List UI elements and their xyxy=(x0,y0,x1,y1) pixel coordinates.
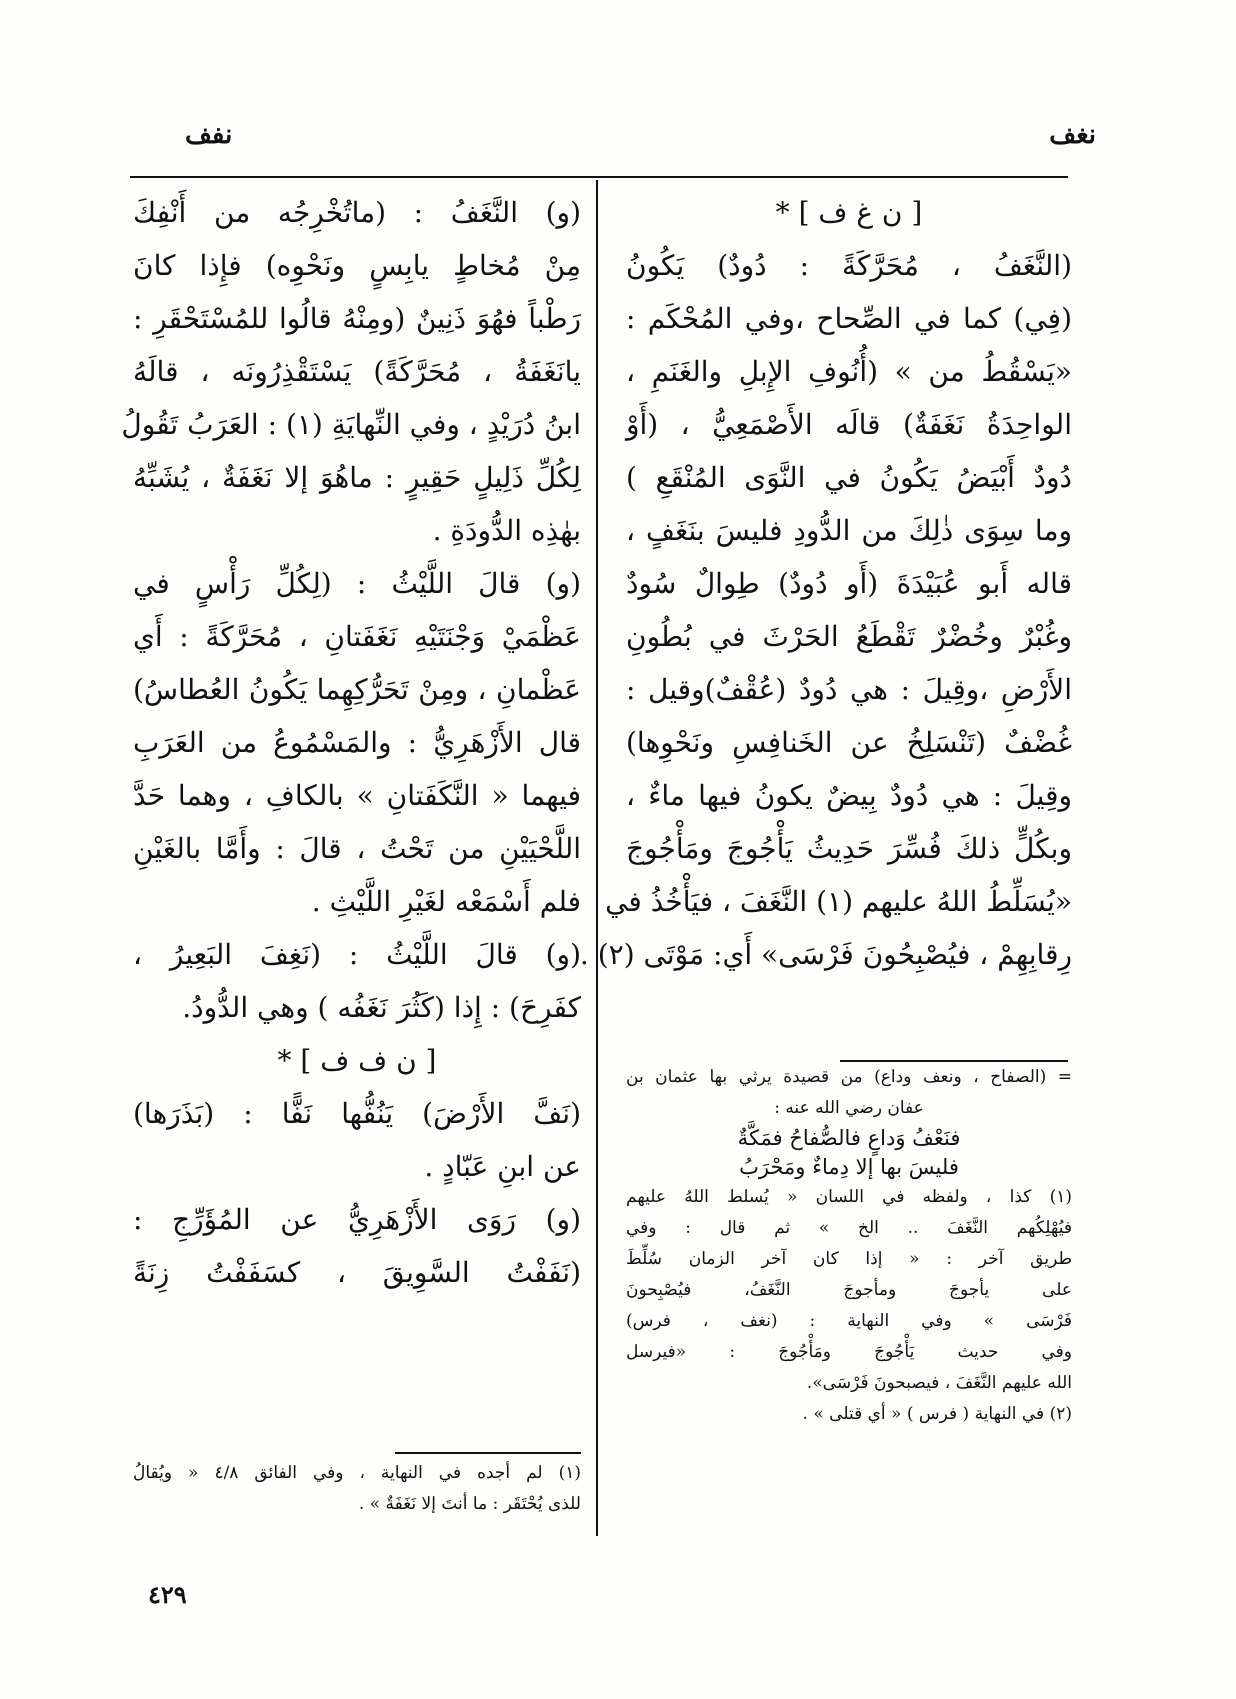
footnote-rule-left xyxy=(395,1452,581,1454)
text-line: عَظْمانِ ، ومِنْ تَحَرُّكِهِما يَكُونُ العُطاسُ) xyxy=(133,673,581,706)
text-line: قاله أَبو عُبَيْدَةَ (أَو دُودٌ) طِوالٌ سُودٌ xyxy=(626,567,1072,600)
footnote-1-line: فَرْسَى » وفي النهاية : (نغف ، فرس) xyxy=(626,1311,1072,1331)
footnote-1-line: الله عليهم النَّغَفَ ، فيصبحونَ فَرْسَى». xyxy=(806,1373,1072,1393)
text-line: بهٰذِه الدُّودَةِ . xyxy=(432,514,581,547)
entry-heading-nff: [ ن ف ف ] * xyxy=(277,1044,437,1077)
footnotes-left xyxy=(133,1458,581,1520)
poem-verse: فليسَ بها إلا دِماءٌ ومَحْرَبُ xyxy=(739,1155,959,1179)
footnote-continuation: عفان رضي الله عنه : xyxy=(774,1098,924,1118)
right-column xyxy=(579,186,1072,981)
text-line: عَظْمَيْ وَجْنَتَيْهِ نَغَفَتانِ ، مُحَرَّكَةً : أَي xyxy=(133,620,581,653)
footnote-1-line: للذى يُحْتَقَر : ما أنتَ إلا نَغَفَةٌ » . xyxy=(358,1494,581,1514)
text-line: وغُبْرٌ وخُضْرٌ تَقْطَعُ الحَرْثَ في بُطُونِ xyxy=(626,620,1072,653)
footnote-2: (٢) في النهاية ( فرس ) « أي قتلى » . xyxy=(802,1404,1072,1424)
text-line: «يَسْقُطُ من » (أُنُوفِ الإِبلِ والغَنَمِ ، xyxy=(626,355,1072,388)
footnote-1-line: (١) كذا ، ولفظه في اللسان « يُسلط اللهُ عليهم xyxy=(626,1187,1072,1207)
text-line: لِكُلِّ ذَلِيلٍ حَقِيرٍ : ماهُوَ إلا نَغَفَةٌ ، يُشَبِّهُ xyxy=(133,461,581,494)
page-number: ٤٢٩ xyxy=(148,1580,187,1609)
text-line: «يُسَلِّطُ اللهُ عليهم (١) النَّغَفَ ، فيَأْخُذُ في xyxy=(605,885,1072,918)
text-line: وقِيلَ : هي دُودٌ بِيضٌ يكونُ فيها ماءٌ ، xyxy=(626,779,1072,812)
footnote-continuation: = (الصفاح ، ونعف وداع) من قصيدة يرثي بها عثمان بن xyxy=(626,1067,1072,1087)
text-line: (فِي) كما في الصِّحاح ،وفي المُحْكَم : xyxy=(626,302,1072,335)
text-line: غُضْفٌ (تَنْسَلِخُ عن الخَنافِسِ ونَحْوِها) xyxy=(626,726,1072,759)
footnotes-right xyxy=(626,1062,1072,1430)
text-line: رِقابِهِمْ ، فيُصْبِحُونَ فَرْسَى» أَي: مَوْتَى (٢) . xyxy=(579,938,1072,971)
footnote-1-line: على يأجوجَ ومأجوجَ النَّغَفُ، فيُصْبِحونَ xyxy=(626,1280,1072,1300)
left-column xyxy=(121,186,581,1299)
running-head-right: نغف xyxy=(1049,120,1096,150)
text-line: كفَرِحَ) : إِذا (كَثُرَ نَغَفُه ) وهي الدُّودُ. xyxy=(182,991,581,1024)
text-line: فيهما « النَّكَفَتانِ » بالكافِ ، وهما حَدَّ xyxy=(133,779,581,812)
text-line: دُودٌ أَبْيَضُ يَكُونُ في النَّوَى المُنْقَعِ ) xyxy=(626,461,1072,494)
header-rule xyxy=(130,176,1068,178)
text-line: عن ابنِ عَبّادٍ . xyxy=(424,1150,581,1183)
text-line: وما سِوَى ذٰلِكَ من الدُّودِ فليسَ بنَغَفٍ ، xyxy=(626,514,1072,547)
column-divider xyxy=(596,180,598,1536)
entry-heading-ngf: [ ن غ ف ] * xyxy=(775,196,923,229)
text-line: مِنْ مُخاطٍ يابِسٍ ونَحْوِه) فإِذا كانَ xyxy=(133,249,581,282)
text-line: (و) قالَ اللَّيْثُ : (نَغِفَ البَعِيرُ ، xyxy=(133,938,581,971)
running-head-left: نفف xyxy=(185,120,233,150)
text-line: يانَغَفَةُ ، مُحَرَّكَةً) يَسْتَقْذِرُونَه ، قالَهُ xyxy=(133,355,581,388)
text-line: (نَفَفْتُ السَّوِيقَ ، كسَفَفْتُ زِنَةً xyxy=(133,1256,581,1289)
text-line: (و) رَوَى الأَزْهَرِيُّ عن المُؤَرِّجِ : xyxy=(133,1203,581,1236)
text-line: (النَّغَفُ ، مُحَرَّكَةً : دُودٌ) يَكُونُ xyxy=(626,249,1072,282)
text-line: رَطْباً فهُوَ ذَنِينٌ (ومِنْهُ قالُوا للمُسْتَحْقَرِ : xyxy=(133,302,581,335)
text-line: ابنُ دُرَيْدٍ ، وفي النِّهايَةِ (١) : العَرَبُ تَقُولُ xyxy=(121,408,581,441)
text-line: اللَّحْيَيْنِ من تَحْتُ ، قالَ : وأَمَّا بالغَيْنِ xyxy=(133,832,581,865)
text-line: الواحِدَةُ نَغَفَةٌ) قالَه الأَصْمَعِيُّ ، (أَوْ xyxy=(626,408,1072,441)
text-line: (و) النَّغَفُ : (ماتُخْرِجُه من أَنْفِكَ xyxy=(133,196,581,229)
text-line: الأَرْضِ ،وقِيلَ : هي دُودٌ (عُقْفٌ)وقيل : xyxy=(626,673,1072,706)
footnote-1-line: فيُهْلِكُهم النَّغَفَ .. الخ » ثم قال : وفي xyxy=(626,1218,1072,1238)
text-line: وبكُلٍّ ذلكَ فُسِّرَ حَدِيثُ يَأْجُوجَ ومَأْجُوجَ xyxy=(626,832,1072,865)
text-line: (نَفَّ الأَرْضَ) يَنُفُّها نَفًّا : (بَذَرَها) xyxy=(133,1097,581,1130)
footnote-1-line: طريق آخر : « إذا كان آخر الزمان سُلِّطَ xyxy=(626,1249,1072,1269)
footnote-1-line: (١) لم أجده في النهاية ، وفي الفائق ٤/٨ « ويُقالُ xyxy=(133,1463,581,1483)
text-line: فلم أَسْمَعْه لغَيْرِ اللَّيْثِ . xyxy=(311,885,581,918)
poem-verse: فنَعْفُ وَداعٍ فالصُّفاحُ فمَكَّةٌ xyxy=(737,1126,961,1150)
text-line: قال الأَزْهَرِيُّ : والمَسْمُوعُ من العَرَبِ xyxy=(133,726,581,759)
footnote-1-line: وفي حديث يَأْجُوجَ ومَأْجُوجَ : «فيرسل xyxy=(626,1342,1072,1362)
text-line: (و) قالَ اللَّيْثُ : (لِكُلِّ رَأْسٍ في xyxy=(133,567,581,600)
